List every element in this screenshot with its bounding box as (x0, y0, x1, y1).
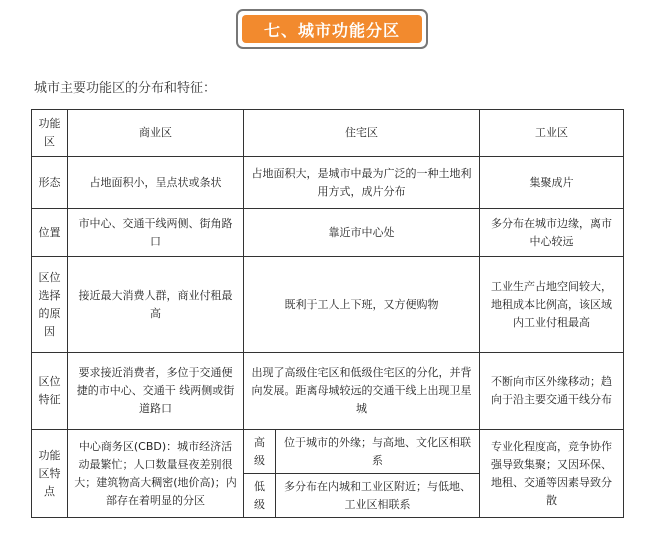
table-header-row (32, 110, 624, 157)
table-row (32, 430, 624, 474)
location-commercial: 市中心、交通干线两侧、街角路口 (68, 209, 244, 257)
corner-header: 功能区 (32, 110, 68, 157)
zone-feature-commercial: 中心商务区(CBD)：城市经济活动最繁忙；人口数量昼夜差别很大；建筑物高大稠密(地价高)；内部存在着明显的分区 (68, 430, 244, 518)
zone-feature-industrial: 专业化程度高，竞争协作强导致集聚；又因环保、地租、交通等因素导致分散 (480, 430, 624, 518)
low-grade-label: 低级 (244, 474, 276, 518)
reason-commercial: 接近最大消费人群，商业付租最高 (68, 257, 244, 353)
table-row (32, 209, 624, 257)
form-industrial: 集聚成片 (480, 157, 624, 209)
row-label-location: 位置 (32, 209, 68, 257)
reason-industrial: 工业生产占地空间较大，地租成本比例高，该区域内工业付租最高 (480, 257, 624, 353)
header-residential: 住宅区 (244, 110, 480, 157)
row-label-location-feature: 区位特征 (32, 353, 68, 430)
function-zone-table (31, 109, 624, 518)
location-feature-commercial: 要求接近消费者，多位于交通便捷的市中心、交通干 线两侧或街道路口 (68, 353, 244, 430)
table-row (32, 157, 624, 209)
form-commercial: 占地面积小，呈点状或条状 (68, 157, 244, 209)
table-row (32, 257, 624, 353)
low-grade-residential: 多分布在内城和工业区附近；与低地、工业区相联系 (276, 474, 480, 518)
location-industrial: 多分布在城市边缘，离市中心较远 (480, 209, 624, 257)
header-commercial: 商业区 (68, 110, 244, 157)
row-label-zone-feature: 功能区特点 (32, 430, 68, 518)
section-title: 七、城市功能分区 (242, 15, 422, 43)
high-grade-residential: 位于城市的外缘；与高地、文化区相联系 (276, 430, 480, 474)
row-label-form: 形态 (32, 157, 68, 209)
location-residential: 靠近市中心处 (244, 209, 480, 257)
row-label-reason: 区位选择的原因 (32, 257, 68, 353)
location-feature-residential: 出现了高级住宅区和低级住宅区的分化，并背向发展。距离母城较远的交通干线上出现卫星城 (244, 353, 480, 430)
header-industrial: 工业区 (480, 110, 624, 157)
high-grade-label: 高级 (244, 430, 276, 474)
reason-residential: 既利于工人上下班，又方便购物 (244, 257, 480, 353)
form-residential: 占地面积大，是城市中最为广泛的一种土地利用方式，成片分布 (244, 157, 480, 209)
table-row (32, 353, 624, 430)
table-caption: 城市主要功能区的分布和特征： (34, 81, 217, 96)
location-feature-industrial: 不断向市区外缘移动；趋向于沿主要交通干线分布 (480, 353, 624, 430)
section-title-badge (236, 9, 428, 49)
